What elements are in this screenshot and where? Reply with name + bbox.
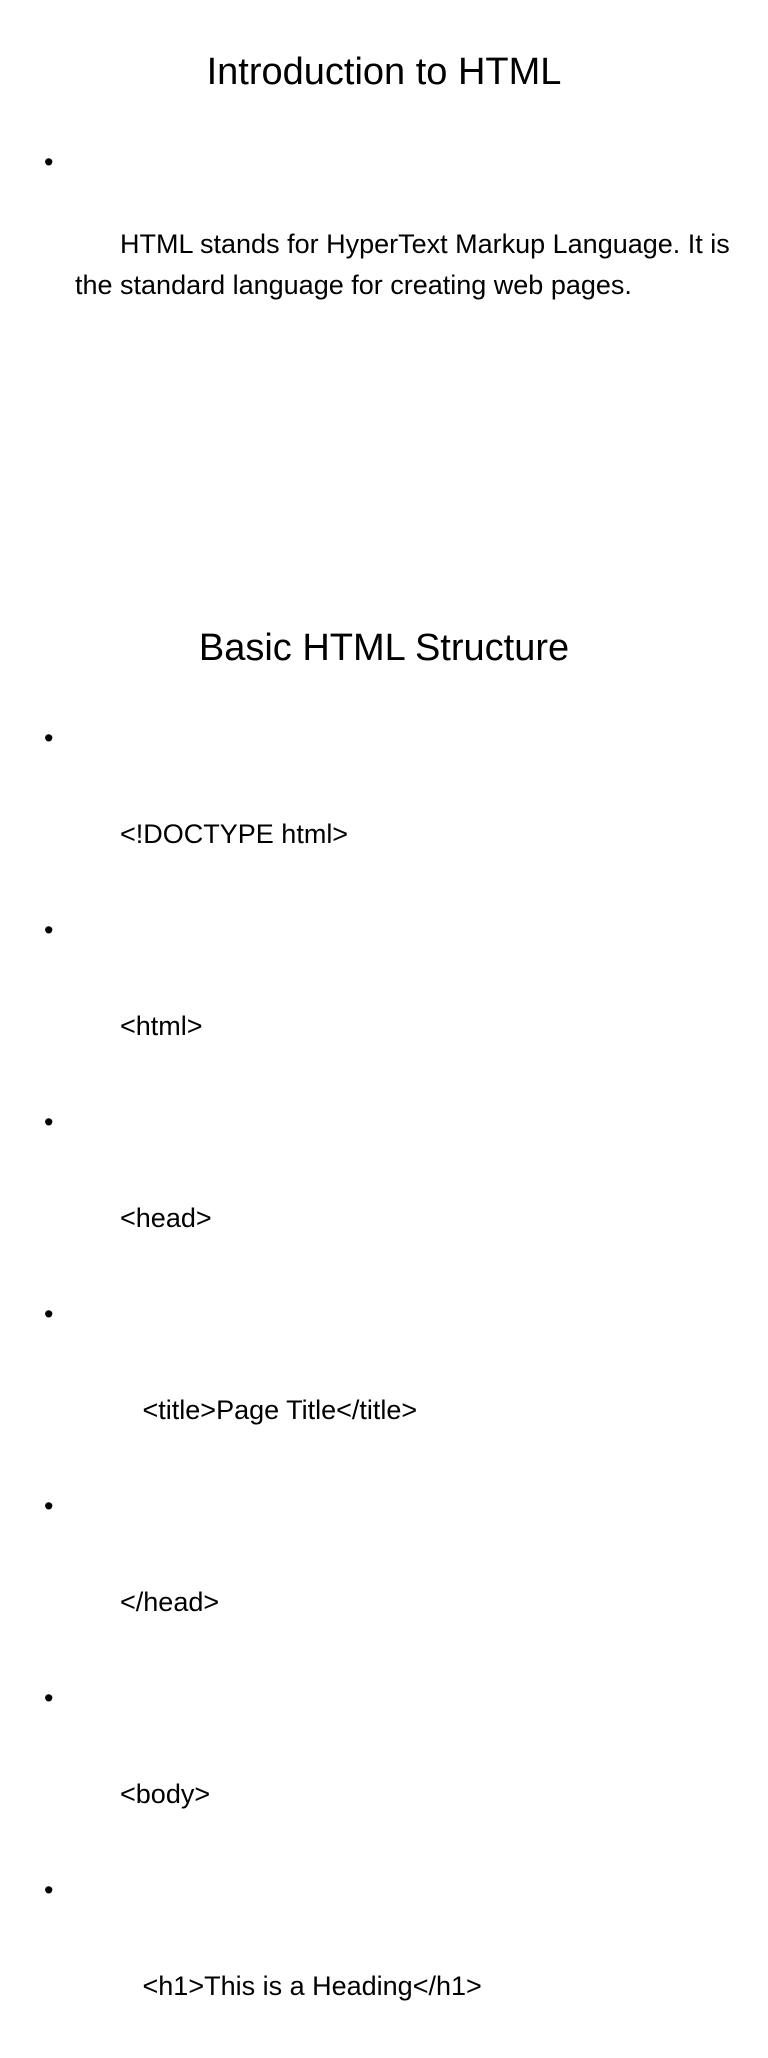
bullet-icon: •: [44, 1875, 54, 1905]
bullet-text: <html>: [120, 1011, 203, 1041]
bullet-icon: •: [44, 915, 54, 945]
bullet-icon: •: [44, 147, 54, 177]
bullet-icon: •: [44, 1299, 54, 1329]
bullet-list: [40, 142, 738, 347]
bullet-item: [40, 1098, 730, 1290]
bullet-icon: •: [44, 1491, 54, 1521]
bullet-item: [40, 906, 730, 1098]
bullet-item: [40, 1866, 730, 2058]
bullet-icon: •: [44, 1107, 54, 1137]
bullet-item: [40, 714, 730, 906]
bullet-text: <title>Page Title</title>: [120, 1395, 418, 1425]
slide-title: Introduction to HTML: [206, 51, 562, 93]
bullet-icon: •: [44, 1683, 54, 1713]
bullet-item: [40, 1290, 730, 1482]
bullet-text: <h1>This is a Heading</h1>: [120, 1971, 482, 2001]
bullet-text: </head>: [120, 1587, 220, 1617]
bullet-text: <!DOCTYPE html>: [120, 819, 349, 849]
bullet-icon: •: [44, 723, 54, 753]
slide-introduction: [0, 0, 768, 576]
bullet-item: [40, 1482, 730, 1674]
bullet-item: [40, 142, 738, 347]
slide-basic-structure: [0, 576, 768, 2001]
slide-title: Basic HTML Structure: [198, 627, 570, 669]
bullet-text: <body>: [120, 1779, 211, 1809]
bullet-text: <head>: [120, 1203, 212, 1233]
bullet-list: [40, 714, 730, 2058]
bullet-text: HTML stands for HyperText Markup Language. It is the standard language for creating web pages.: [75, 229, 738, 300]
bullet-item: [40, 1674, 730, 1866]
